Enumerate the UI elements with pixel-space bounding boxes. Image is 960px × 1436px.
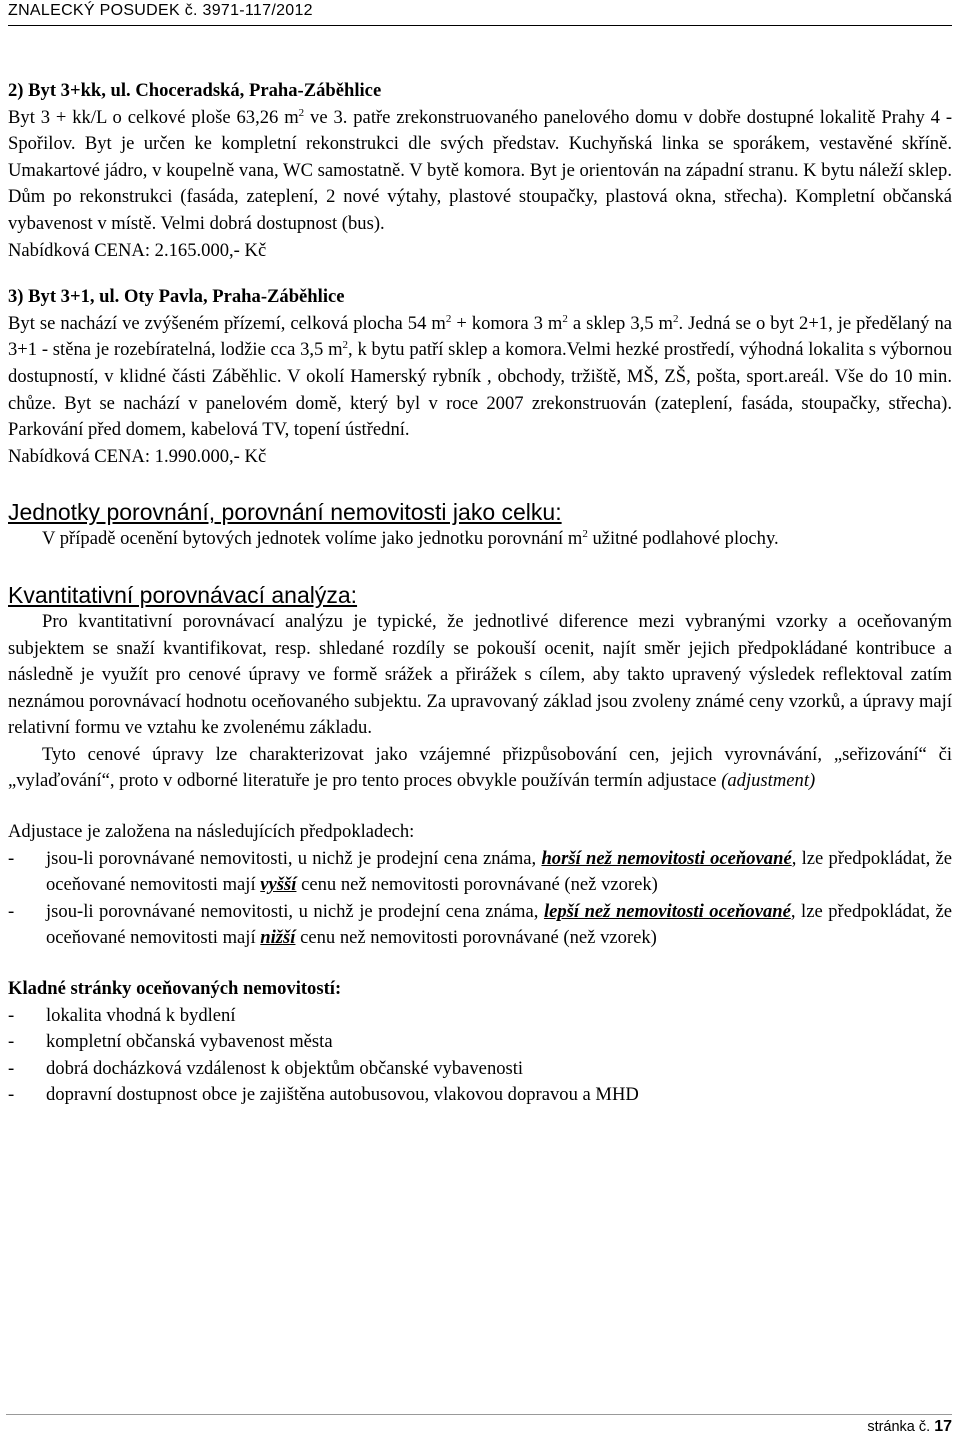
positives-title: Kladné stránky oceňovaných nemovitostí:: [8, 978, 342, 1000]
adjustment-intro: Adjustace je založena na následujících předpokladech:: [8, 821, 415, 843]
page-header: ZNALECKÝ POSUDEK č. 3971-117/2012: [8, 2, 952, 26]
adjustment-item-2: - jsou-li porovnávané nemovitosti, u nichž je prodejní cena známa, lepší než nemovitosti oceňované, lze předpokládat, že oceňované nemovitosti mají nižší cenu než nemovitosti porovnávané (než vzorek): [8, 899, 952, 952]
list-item: - kompletní občanská vybavenost města: [8, 1031, 333, 1053]
analysis-paragraph-1: Pro kvantitativní porovnávací analýzu je typické, že jednotlivé diference mezi vybranými vzorky a oceňovaným subjektem se snaží kvantifikovat, resp. shledané rozdíly se pokouší ocenit, najít směr jejich předpokládané kontribuce a následně je využít pro cenové úpravy ve formě srážek a přirážek s cílem, aby takto upravený výsledek reflektoval zatím neznámou porovnávací hodnotu oceňovaného subjektu. Za upravovaný základ jsou zvoleny známé ceny vzorků, a úpravy mají relativní formu ve vztahu ke zvolenému základu.: [8, 610, 952, 739]
page-footer: [6, 1414, 952, 1436]
adjustment-item-1: - jsou-li porovnávané nemovitosti, u nichž je prodejní cena známa, horší než nemovitosti oceňované, lze předpokládat, že oceňované nemovitosti mají vyšší cenu než nemovitosti porovnávané (než vzorek): [8, 846, 952, 899]
list-item: - dopravní dostupnost obce je zajištěna autobusovou, vlakovou dopravou a MHD: [8, 1084, 639, 1106]
list-item: - dobrá docházková vzdálenost k objektům občanské vybavenosti: [8, 1057, 524, 1079]
section-2-price: Nabídková CENA: 2.165.000,- Kč: [8, 239, 267, 261]
section-3-text: Byt se nachází ve zvýšeném přízemí, celková plocha 54 $m^2$ + komora 3 $m^2$ a sklep 3,5 $m^2$. Jedná se o byt 2+1, je předělaný na 3+1 - stěna je rozebíratelná, lodžie cca 3,5 $m^2$, k bytu patří sklep a komora.Velmi hezké prostředí, výhodná lokalita s výbornou dostupností, v klidné části Záběhlic. V okolí Hamerský rybník , obchody, tržiště, MŠ, ZŠ, pošta, sport.areál. Vše do 10 min. chůze. Byt se nachází v panelovém domě, který byl v roce 2007 zrekonstruován (zateplení, fasáda, stoupačky, střecha). Parkování před domem, kabelová TV, topení ústřední.: [8, 312, 952, 441]
page-label: stránka č.: [867, 1419, 935, 1435]
list-dash: -: [8, 847, 15, 869]
section-3-price: Nabídková CENA: 1.990.000,- Kč: [8, 445, 267, 467]
units-heading: Jednotky porovnání, porovnání nemovitosti jako celku:: [8, 499, 562, 526]
analysis-paragraph-2: Tyto cenové úpravy lze charakterizovat jako vzájemné přizpůsobování cen, jejich vyrovnávání, „seřizování“ či „vylaďování“, proto v odborné literatuře je pro tento proces obvykle používán termín adjustace (adjustment): [8, 743, 952, 792]
units-text: V případě ocenění bytových jednotek volíme jako jednotku porovnání $m^2$ užitné podlahové plochy.: [42, 528, 779, 550]
section-2-text: Byt 3 + kk/L o celkové ploše 63,26 $m^2$ ve 3. patře zrekonstruovaného panelového domu v dobře dostupné lokalitě Prahy 4 - Spořilov. Byt je určen ke kompletní rekonstrukci dle svých představ. Kuchyňská linka se sporákem, vestavěné skříně. Umakartové jádro, v koupelně vana, WC samostatně. V bytě komora. Byt je orientován na západní stranu. K bytu náleží sklep. Dům po rekonstrukci (fasáda, zateplení, 2 nové výtahy, plastové stoupačky, plastová okna, střecha). Kompletní občanská vybavenost v místě. Velmi dobrá dostupnost (bus).: [8, 106, 953, 234]
section-2-title: 2) Byt 3+kk, ul. Choceradská, Praha-Záběhlice: [8, 80, 382, 101]
analysis-heading: Kvantitativní porovnávací analýza:: [8, 581, 358, 608]
section-3-title: 3) Byt 3+1, ul. Oty Pavla, Praha-Záběhlice: [8, 286, 345, 308]
page-content: [8, 78, 952, 1109]
page-number: 17: [934, 1418, 952, 1435]
list-item: - lokalita vhodná k bydlení: [8, 1004, 236, 1026]
list-dash: -: [8, 900, 15, 922]
